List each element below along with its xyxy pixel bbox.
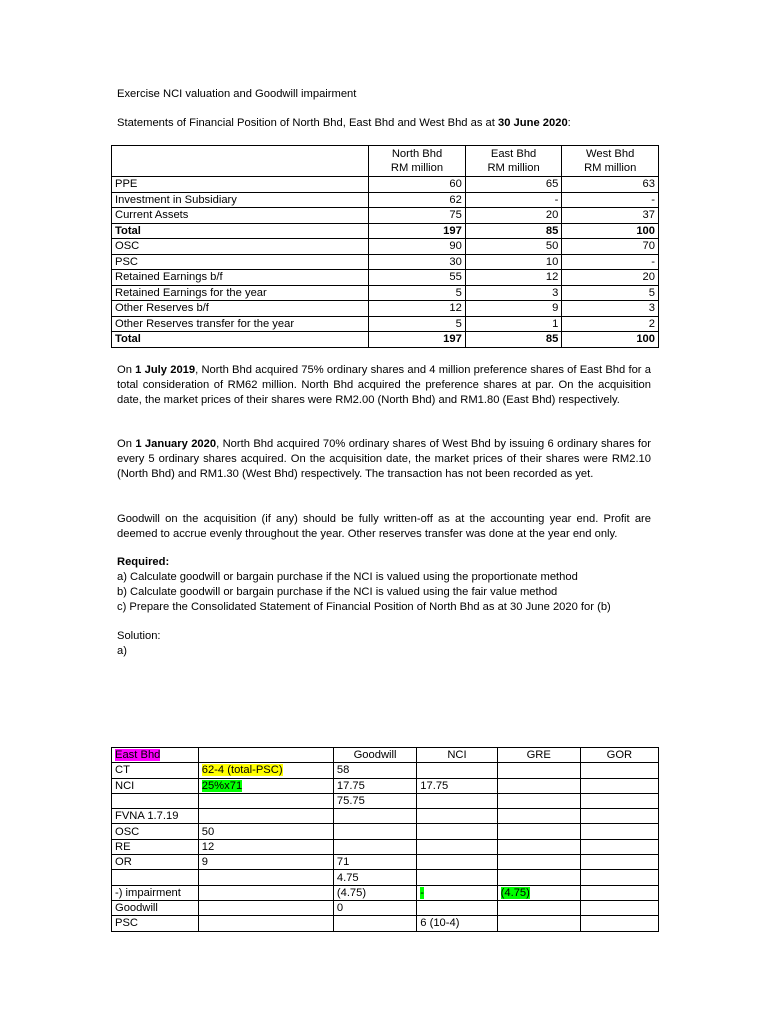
north-bhd-value: 62 bbox=[369, 192, 466, 208]
east-bhd-value: 85 bbox=[465, 332, 562, 348]
north-bhd-value: 5 bbox=[369, 285, 466, 301]
table-header-row bbox=[112, 146, 659, 177]
solution-goodwill-cell-text: (4.75) bbox=[336, 886, 367, 899]
row-label: Retained Earnings for the year bbox=[112, 285, 369, 301]
solution-goodwill-cell bbox=[333, 870, 416, 885]
solution-nci-cell-text: 6 (10-4) bbox=[420, 917, 460, 930]
row-label: Other Reserves transfer for the year bbox=[112, 316, 369, 332]
solution-header-row bbox=[112, 748, 659, 763]
solution-label-cell bbox=[112, 870, 199, 885]
solution-label-cell-text: FVNA 1.7.19 bbox=[115, 810, 179, 823]
solution-gre-cell bbox=[497, 824, 580, 839]
solution-entity-cell bbox=[112, 748, 199, 763]
paragraph-east-acquisition: On 1 July 2019, North Bhd acquired 75% ordinary shares and 4 million preference shares of East Bhd for a total consideration of RM62 million. North Bhd acquired the preference shares at par. On the acquisition date, the market prices of their shares were RM2.00 (North Bhd) and RM1.80 (East Bhd) respectively. bbox=[117, 364, 651, 406]
header-east-bhd: East Bhd RM million bbox=[465, 146, 562, 177]
solution-goodwill-cell bbox=[333, 778, 416, 793]
solution-goodwill-cell bbox=[333, 763, 416, 778]
table-row bbox=[112, 916, 659, 931]
row-label: Investment in Subsidiary bbox=[112, 192, 369, 208]
solution-calc-cell bbox=[198, 839, 333, 854]
solution-gor-cell bbox=[580, 916, 658, 931]
north-bhd-value: 75 bbox=[369, 208, 466, 224]
solution-label-cell-text: OR bbox=[115, 856, 132, 869]
entity-highlight: East Bhd bbox=[115, 749, 161, 762]
solution-label-cell bbox=[112, 885, 199, 900]
west-bhd-value: 5 bbox=[562, 285, 659, 301]
solution-label-cell-text: CT bbox=[115, 764, 130, 777]
solution-gor-cell bbox=[580, 885, 658, 900]
solution-header-goodwill: Goodwill bbox=[333, 748, 416, 763]
solution-label-cell-text: Goodwill bbox=[115, 902, 158, 915]
solution-calc-cell-text: 12 bbox=[201, 840, 215, 853]
table-row bbox=[112, 301, 659, 317]
required-heading: Required: bbox=[117, 556, 170, 568]
solution-label-cell-text: OSC bbox=[115, 825, 140, 838]
solution-label-cell bbox=[112, 900, 199, 915]
solution-gre-cell bbox=[497, 855, 580, 870]
solution-nci-cell bbox=[417, 793, 497, 808]
solution-goodwill-cell-text: 0 bbox=[336, 902, 344, 915]
solution-nci-cell bbox=[417, 885, 497, 900]
solution-nci-cell bbox=[417, 900, 497, 915]
solution-nci-cell bbox=[417, 855, 497, 870]
solution-gor-cell bbox=[580, 839, 658, 854]
solution-label-cell bbox=[112, 855, 199, 870]
solution-label-cell bbox=[112, 824, 199, 839]
east-bhd-value: 9 bbox=[465, 301, 562, 317]
required-a: a) Calculate goodwill or bargain purchase if the NCI is valued using the proportionate method bbox=[117, 571, 578, 583]
solution-gor-cell bbox=[580, 824, 658, 839]
header-west-bhd: West Bhd RM million bbox=[562, 146, 659, 177]
header-blank-cell bbox=[112, 146, 369, 177]
table-row bbox=[112, 855, 659, 870]
sofp-heading-prefix: Statements of Financial Position of North Bhd, East Bhd and West Bhd as at bbox=[117, 117, 498, 129]
solution-nci-cell bbox=[417, 870, 497, 885]
solution-calc-cell bbox=[198, 870, 333, 885]
solution-gre-cell bbox=[497, 839, 580, 854]
solution-goodwill-cell-text: 4.75 bbox=[336, 871, 359, 884]
solution-nci-cell bbox=[417, 839, 497, 854]
solution-calc-cell bbox=[198, 900, 333, 915]
row-label: Total bbox=[112, 223, 369, 239]
solution-calc-cell bbox=[198, 809, 333, 824]
solution-nci-cell-text: 17.75 bbox=[420, 779, 449, 792]
solution-label-cell bbox=[112, 793, 199, 808]
solution-calc-cell bbox=[198, 885, 333, 900]
required-b: b) Calculate goodwill or bargain purchase if the NCI is valued using the fair value method bbox=[117, 586, 558, 598]
solution-gre-cell bbox=[497, 885, 580, 900]
row-label: PSC bbox=[112, 254, 369, 270]
solution-nci-cell bbox=[417, 824, 497, 839]
solution-goodwill-cell bbox=[333, 885, 416, 900]
west-bhd-value: 37 bbox=[562, 208, 659, 224]
west-bhd-value: 20 bbox=[562, 270, 659, 286]
solution-gor-cell bbox=[580, 763, 658, 778]
solution-gre-cell bbox=[497, 900, 580, 915]
table-row bbox=[112, 270, 659, 286]
solution-gre-cell bbox=[497, 916, 580, 931]
solution-label-cell bbox=[112, 916, 199, 931]
solution-calc-cell bbox=[198, 916, 333, 931]
solution-header-gor: GOR bbox=[580, 748, 658, 763]
table-row bbox=[112, 885, 659, 900]
west-bhd-value: - bbox=[562, 192, 659, 208]
table-row bbox=[112, 900, 659, 915]
solution-header-gre: GRE bbox=[497, 748, 580, 763]
west-bhd-value: 100 bbox=[562, 332, 659, 348]
goodwill-solution-table bbox=[111, 747, 659, 932]
east-bhd-value: 12 bbox=[465, 270, 562, 286]
east-bhd-value: 85 bbox=[465, 223, 562, 239]
solution-gre-cell-text: (4.75) bbox=[500, 886, 530, 899]
west-bhd-value: 63 bbox=[562, 177, 659, 193]
solution-goodwill-cell-text: 58 bbox=[336, 764, 350, 777]
north-bhd-value: 5 bbox=[369, 316, 466, 332]
north-bhd-value: 197 bbox=[369, 332, 466, 348]
solution-nci-cell bbox=[417, 809, 497, 824]
north-bhd-value: 197 bbox=[369, 223, 466, 239]
solution-part-a: a) bbox=[117, 645, 127, 657]
solution-gre-cell bbox=[497, 763, 580, 778]
table-row bbox=[112, 254, 659, 270]
sofp-heading bbox=[117, 117, 571, 129]
solution-label-cell bbox=[112, 839, 199, 854]
table-row bbox=[112, 870, 659, 885]
header-north-bhd: North Bhd RM million bbox=[369, 146, 466, 177]
solution-gre-cell bbox=[497, 870, 580, 885]
east-bhd-value: 10 bbox=[465, 254, 562, 270]
east-bhd-value: 20 bbox=[465, 208, 562, 224]
solution-goodwill-cell-text: 71 bbox=[336, 856, 350, 869]
row-label: OSC bbox=[112, 239, 369, 255]
table-row bbox=[112, 239, 659, 255]
west-bhd-value: 70 bbox=[562, 239, 659, 255]
financial-position-table bbox=[111, 145, 659, 348]
solution-goodwill-cell bbox=[333, 809, 416, 824]
solution-gor-cell bbox=[580, 778, 658, 793]
solution-goodwill-cell-text: 75.75 bbox=[336, 795, 365, 808]
north-bhd-value: 60 bbox=[369, 177, 466, 193]
table-row bbox=[112, 332, 659, 348]
solution-label-cell-text: PSC bbox=[115, 917, 139, 930]
table-row bbox=[112, 208, 659, 224]
table-row bbox=[112, 763, 659, 778]
north-bhd-value: 55 bbox=[369, 270, 466, 286]
solution-nci-cell bbox=[417, 916, 497, 931]
solution-goodwill-cell bbox=[333, 793, 416, 808]
east-bhd-value: 65 bbox=[465, 177, 562, 193]
solution-calc-cell bbox=[198, 793, 333, 808]
solution-calc-cell bbox=[198, 824, 333, 839]
table-row bbox=[112, 223, 659, 239]
solution-gor-cell bbox=[580, 870, 658, 885]
west-bhd-value: 2 bbox=[562, 316, 659, 332]
table-row bbox=[112, 177, 659, 193]
solution-gor-cell bbox=[580, 900, 658, 915]
solution-gor-cell bbox=[580, 809, 658, 824]
row-label: Retained Earnings b/f bbox=[112, 270, 369, 286]
solution-gor-cell bbox=[580, 793, 658, 808]
solution-nci-cell bbox=[417, 778, 497, 793]
solution-label: Solution: bbox=[117, 630, 161, 642]
sofp-heading-date: 30 June 2020 bbox=[498, 117, 568, 129]
solution-calc-cell-text: 9 bbox=[201, 856, 208, 869]
solution-goodwill-cell bbox=[333, 916, 416, 931]
row-label: PPE bbox=[112, 177, 369, 193]
east-bhd-value: - bbox=[465, 192, 562, 208]
table-row bbox=[112, 778, 659, 793]
solution-nci-cell-text: - bbox=[420, 886, 424, 899]
row-label: Total bbox=[112, 332, 369, 348]
row-label: Other Reserves b/f bbox=[112, 301, 369, 317]
table-row bbox=[112, 839, 659, 854]
north-bhd-value: 30 bbox=[369, 254, 466, 270]
solution-label-cell-text: -) impairment bbox=[115, 886, 181, 899]
row-label: Current Assets bbox=[112, 208, 369, 224]
solution-calc-cell-text: 50 bbox=[201, 825, 215, 838]
solution-goodwill-cell bbox=[333, 900, 416, 915]
solution-label-cell bbox=[112, 763, 199, 778]
table-row bbox=[112, 316, 659, 332]
exercise-title: Exercise NCI valuation and Goodwill impairment bbox=[117, 88, 357, 100]
solution-calc-cell bbox=[198, 763, 333, 778]
solution-calc-cell-text: 62-4 (total-PSC) bbox=[201, 764, 283, 777]
solution-gre-cell bbox=[497, 778, 580, 793]
solution-gre-cell bbox=[497, 809, 580, 824]
solution-goodwill-cell bbox=[333, 855, 416, 870]
table-row bbox=[112, 285, 659, 301]
east-bhd-value: 3 bbox=[465, 285, 562, 301]
solution-label-cell-text: NCI bbox=[115, 779, 135, 792]
west-bhd-value: 100 bbox=[562, 223, 659, 239]
required-c: c) Prepare the Consolidated Statement of Financial Position of North Bhd as at 30 June 2020 for (b) bbox=[117, 601, 611, 613]
solution-header-calc bbox=[198, 748, 333, 763]
east-bhd-value: 1 bbox=[465, 316, 562, 332]
solution-gre-cell bbox=[497, 793, 580, 808]
solution-calc-cell bbox=[198, 855, 333, 870]
solution-nci-cell bbox=[417, 763, 497, 778]
solution-label-cell bbox=[112, 778, 199, 793]
solution-label-cell bbox=[112, 809, 199, 824]
west-bhd-value: 3 bbox=[562, 301, 659, 317]
table-row bbox=[112, 192, 659, 208]
solution-label-cell-text: RE bbox=[115, 840, 131, 853]
west-bhd-value: - bbox=[562, 254, 659, 270]
sofp-heading-suffix: : bbox=[567, 117, 571, 129]
table-row bbox=[112, 824, 659, 839]
solution-goodwill-cell-text: 17.75 bbox=[336, 779, 365, 792]
solution-gor-cell bbox=[580, 855, 658, 870]
solution-calc-cell bbox=[198, 778, 333, 793]
solution-goodwill-cell bbox=[333, 839, 416, 854]
north-bhd-value: 90 bbox=[369, 239, 466, 255]
paragraph-west-acquisition: On 1 January 2020, North Bhd acquired 70% ordinary shares of West Bhd by issuing 6 ordinary shares for every 5 ordinary shares acquired. On the acquisition date, the market prices of their shares were RM2.10 (North Bhd) and RM1.30 (West Bhd) respectively. The transaction has not been recorded as yet. bbox=[117, 438, 651, 480]
east-bhd-value: 50 bbox=[465, 239, 562, 255]
solution-calc-cell-text: 25%x71 bbox=[201, 779, 243, 792]
table-row bbox=[112, 793, 659, 808]
table-row bbox=[112, 809, 659, 824]
paragraph-goodwill-note: Goodwill on the acquisition (if any) should be fully written-off as at the accounting year end. Profit are deemed to accrue evenly throughout the year. Other reserves transfer was done at the year end only. bbox=[117, 513, 651, 540]
north-bhd-value: 12 bbox=[369, 301, 466, 317]
solution-goodwill-cell bbox=[333, 824, 416, 839]
solution-header-nci: NCI bbox=[417, 748, 497, 763]
